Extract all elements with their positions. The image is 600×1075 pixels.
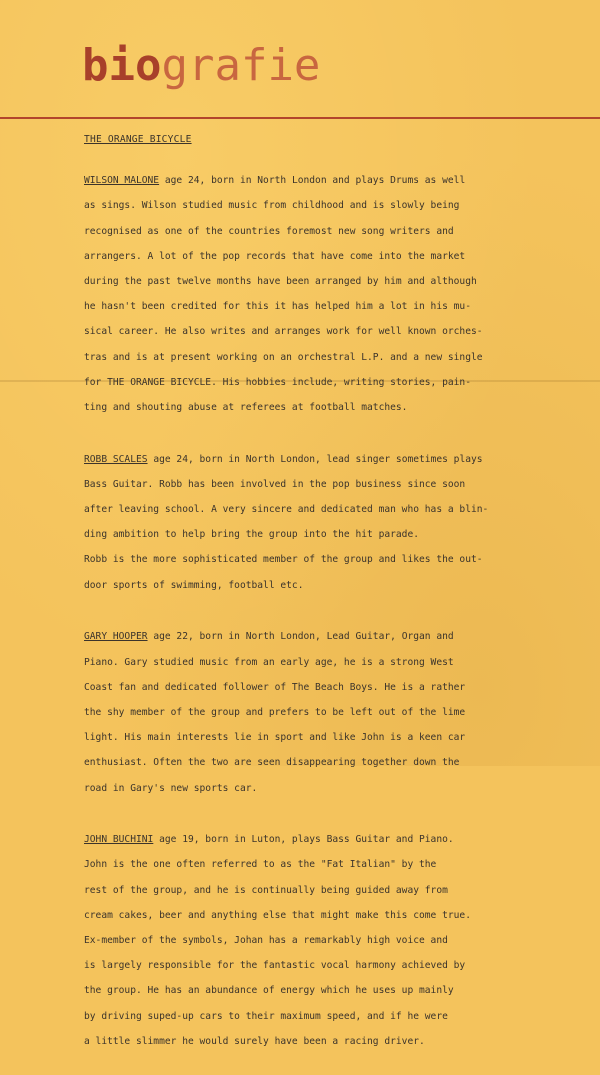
header-rule <box>0 117 600 119</box>
member-paragraph-gary: GARY HOOPER age 22, born in North London, Lead Guitar, Organ and Piano. Gary studied music from an early age, he is a strong West Coast fan and dedicated follower of The Beach Boys. He is a rather the shy member of the group and prefers to be left out of the lime light. His main interests lie in sport and like John is a keen car enthusiast. Often the two are seen disappearing together down the road in Gary's new sports car. <box>84 631 466 794</box>
band-heading: THE ORANGE BICYCLE <box>84 134 192 145</box>
biography-body <box>84 134 554 1075</box>
member-name: GARY HOOPER <box>84 631 148 643</box>
member-paragraph-wilson: WILSON MALONE age 24, born in North London and plays Drums as well as sings. Wilson studied music from childhood and is slowly being recognised as one of the countries foremost new song writers and arrangers. A lot of the pop records that have come into the market during the past twelve months have been arranged by him and although he hasn't been credited for this it has helped him a lot in his mu- sical career. He also writes and arranges work for well known orches- tras and is at present working on an orchestral L.P. and a new single for THE ORANGE BICYCLE. His hobbies include, writing stories, pain- ting and shouting abuse at referees at football matches. <box>84 175 483 413</box>
member-name: JOHN BUCHINI <box>84 834 154 846</box>
member-name: WILSON MALONE <box>84 175 160 187</box>
masthead-bio: bio <box>82 40 162 91</box>
member-name: ROBB SCALES <box>84 453 148 465</box>
member-paragraph-robb: ROBB SCALES age 24, born in North London, lead singer sometimes plays Bass Guitar. Robb has been involved in the pop business since soon after leaving school. A very sincere and dedicated man who has a blin- ding ambition to help bring the group into the hit parade. Robb is the more sophisticated member of the group and likes the out- door sports of swimming, football etc. <box>84 453 489 591</box>
masthead-title <box>82 38 320 94</box>
masthead-grafie: grafie <box>161 40 321 91</box>
member-paragraph-john: JOHN BUCHINI age 19, born in Luton, plays Bass Guitar and Piano. John is the one often referred to as the "Fat Italian" by the rest of the group, and he is continually being guided away from cream cakes, beer and anything else that might make this come true. Ex-member of the symbols, Johan has a remarkably high voice and is largely responsible for the fantastic vocal harmony achieved by the group. He has an abundance of energy which he uses up mainly by driving suped-up cars to their maximum speed, and if he were a little slimmer he would surely have been a racing driver. <box>84 834 471 1047</box>
